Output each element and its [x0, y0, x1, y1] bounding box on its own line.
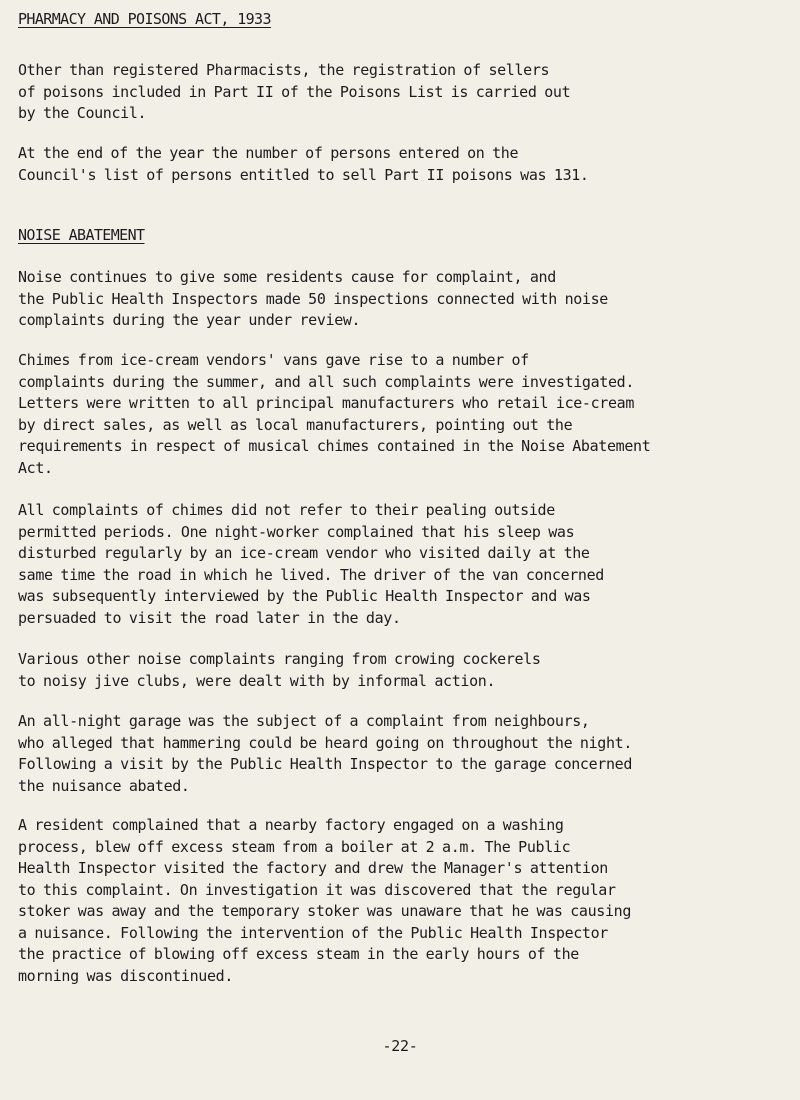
- paragraph-ice-cream-chimes: Chimes from ice-cream vendors' vans gave rise to a number of complaints during the summer, and all such complaints were investigated. Letters were written to all principal manufacturers who retail ice-cream by direct sales, as well as local manufacturers, pointing out the requirements in respect of musical chimes contained in the Noise Abatement Act.: [18, 351, 651, 477]
- paragraph-all-night-garage: An all-night garage was the subject of a complaint from neighbours, who alleged that hammering could be heard going on throughout the night. Following a visit by the Public Health Inspector to the garage concerned the nuisance abated.: [18, 712, 633, 795]
- page-number: -22-: [382, 1037, 418, 1055]
- section-heading-pharmacy-poisons-act: PHARMACY AND POISONS ACT, 1933: [18, 10, 271, 28]
- paragraph-pharmacy-list-count: At the end of the year the number of persons entered on the Council's list of persons entitled to sell Part II poisons was 131.: [18, 144, 589, 184]
- paragraph-other-noise-complaints: Various other noise complaints ranging from crowing cockerels to noisy jive clubs, were dealt with by informal action.: [18, 650, 541, 690]
- section-heading-noise-abatement: NOISE ABATEMENT: [18, 226, 145, 244]
- paragraph-night-worker-complaint: All complaints of chimes did not refer to their pealing outside permitted periods. One night-worker complained that his sleep was disturbed regularly by an ice-cream vendor who visited daily at the same time the road in which he lived. The driver of the van concerned was subsequently interviewed by the Public Health Inspector and was persuaded to visit the road later in the day.: [18, 501, 604, 627]
- paragraph-noise-inspections: Noise continues to give some residents cause for complaint, and the Public Health Inspectors made 50 inspections connected with noise complaints during the year under review.: [18, 268, 608, 329]
- paragraph-factory-steam: A resident complained that a nearby factory engaged on a washing process, blew off excess steam from a boiler at 2 a.m. The Public Health Inspector visited the factory and drew the Manager's attention to this complaint. On investigation it was discovered that the regular stoker was away and the temporary stoker was unaware that he was causing a nuisance. Following the intervention of the Public Health Inspector the practice of blowing off excess steam in the early hours of the morning was discontinued.: [18, 816, 632, 985]
- paragraph-pharmacy-registration: Other than registered Pharmacists, the registration of sellers of poisons included in Part II of the Poisons List is carried out by the Council.: [18, 61, 571, 122]
